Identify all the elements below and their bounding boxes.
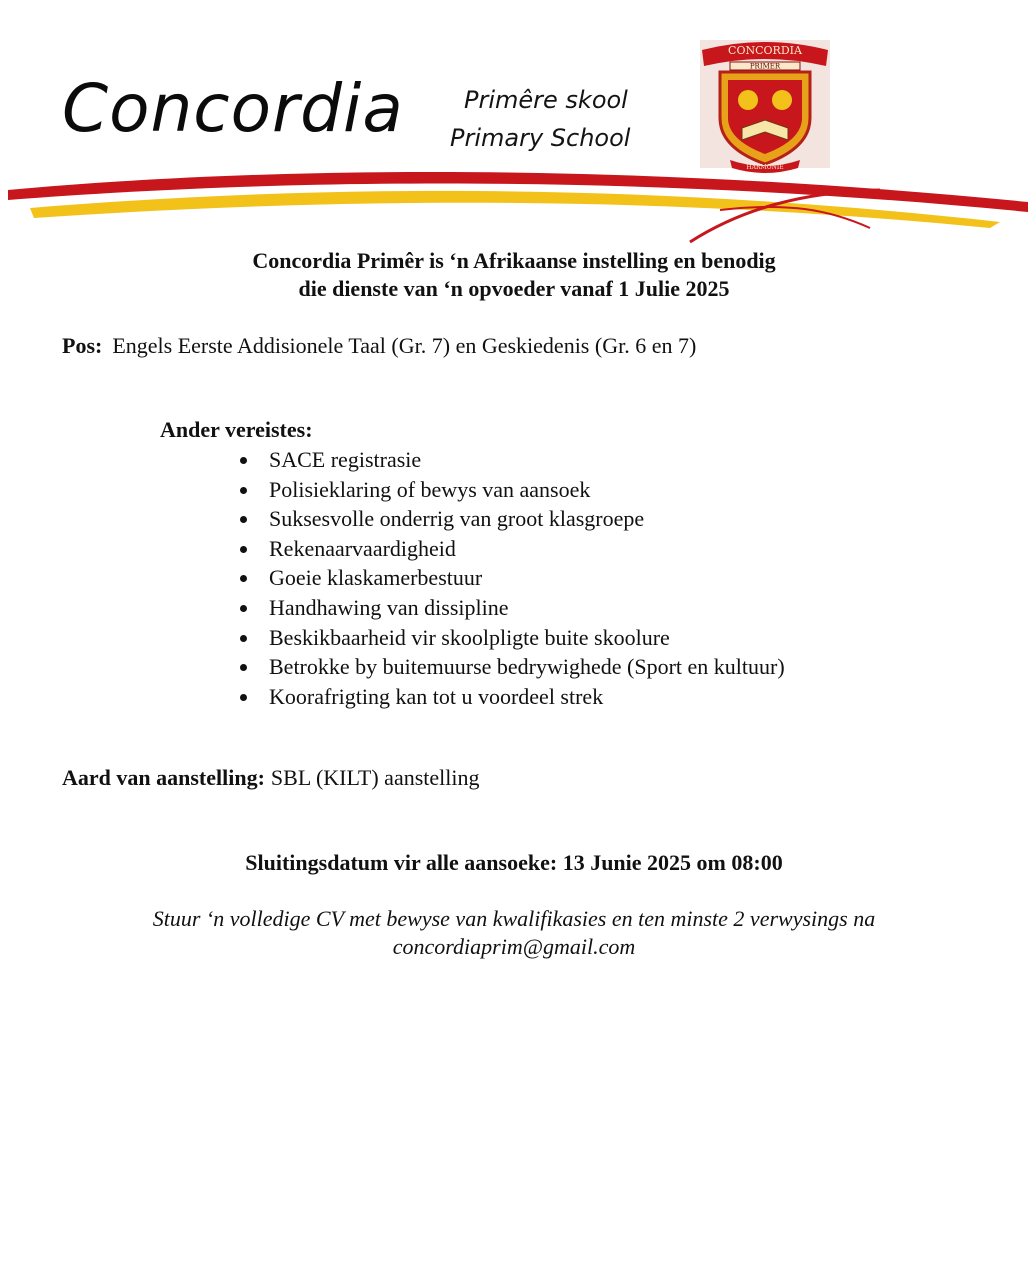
position-label: Pos: xyxy=(62,333,103,358)
school-name-logo: Concordia xyxy=(62,70,404,147)
list-item-text: Handhawing van dissipline xyxy=(269,594,509,620)
bullet-icon xyxy=(240,516,247,523)
bullet-icon xyxy=(240,664,247,671)
list-item xyxy=(240,652,785,682)
requirements-title: Ander vereistes: xyxy=(160,417,313,442)
appointment-line xyxy=(62,765,479,791)
bullet-icon xyxy=(240,635,247,642)
crest-sub-text: PRIMÊR xyxy=(749,62,781,71)
header-swoosh xyxy=(0,150,1028,250)
crest-bottom-text: HARMONIE xyxy=(746,164,784,171)
list-item-text: Polisieklaring of bewys van aansoek xyxy=(269,476,591,502)
position-line xyxy=(62,333,696,359)
school-crest-logo xyxy=(690,36,840,176)
bullet-icon xyxy=(240,694,247,701)
list-item xyxy=(240,534,785,564)
appointment-value: SBL (KILT) aanstelling xyxy=(270,765,480,790)
list-item xyxy=(240,445,785,475)
list-item-text: SACE registrasie xyxy=(269,447,422,472)
crest-emblem-right xyxy=(772,90,792,110)
intro-line-1: Concordia Primêr is ‘n Afrikaanse instelling en benodig xyxy=(252,248,776,273)
intro-line-2: die dienste van ‘n opvoeder vanaf 1 Julie 2025 xyxy=(298,276,730,301)
list-item-text: Rekenaarvaardigheid xyxy=(269,535,456,561)
tagline-afrikaans: Primêre skool xyxy=(464,86,628,114)
list-item-text: Betrokke by buitemuurse bedrywighede (Sport en kultuur) xyxy=(269,654,785,680)
intro-paragraph xyxy=(0,247,1028,303)
crest-emblem-left xyxy=(738,90,758,110)
send-line: Stuur ‘n volledige CV met bewyse van kwalifikasies en ten minste 2 verwysings na xyxy=(152,906,876,931)
list-item xyxy=(240,475,785,505)
appointment-label: Aard van aanstelling: xyxy=(62,765,265,790)
requirements-list xyxy=(240,445,785,711)
bullet-icon xyxy=(240,457,247,464)
list-item-text: Koorafrigting kan tot u voordeel strek xyxy=(269,683,604,709)
send-instructions xyxy=(0,905,1028,961)
list-item xyxy=(240,504,785,534)
list-item-text: Suksesvolle onderrig van groot klasgroepe xyxy=(269,506,645,532)
list-item xyxy=(240,563,785,593)
list-item-text: Goeie klaskamerbestuur xyxy=(269,565,483,591)
list-item xyxy=(240,593,785,623)
bullet-icon xyxy=(240,605,247,612)
closing-date: Sluitingsdatum vir alle aansoeke: 13 Junie 2025 om 08:00 xyxy=(245,850,783,875)
position-value: Engels Eerste Addisionele Taal (Gr. 7) en Geskiedenis (Gr. 6 en 7) xyxy=(112,333,697,358)
list-item-text: Beskikbaarheid vir skoolpligte buite skoolure xyxy=(269,624,670,650)
list-item xyxy=(240,682,785,712)
bullet-icon xyxy=(240,575,247,582)
bullet-icon xyxy=(240,487,247,494)
tagline-english: Primary School xyxy=(450,124,631,152)
crest-top-text: CONCORDIA xyxy=(728,44,802,57)
list-item xyxy=(240,623,785,653)
bullet-icon xyxy=(240,546,247,553)
contact-email: concordiaprim@gmail.com xyxy=(392,934,636,959)
